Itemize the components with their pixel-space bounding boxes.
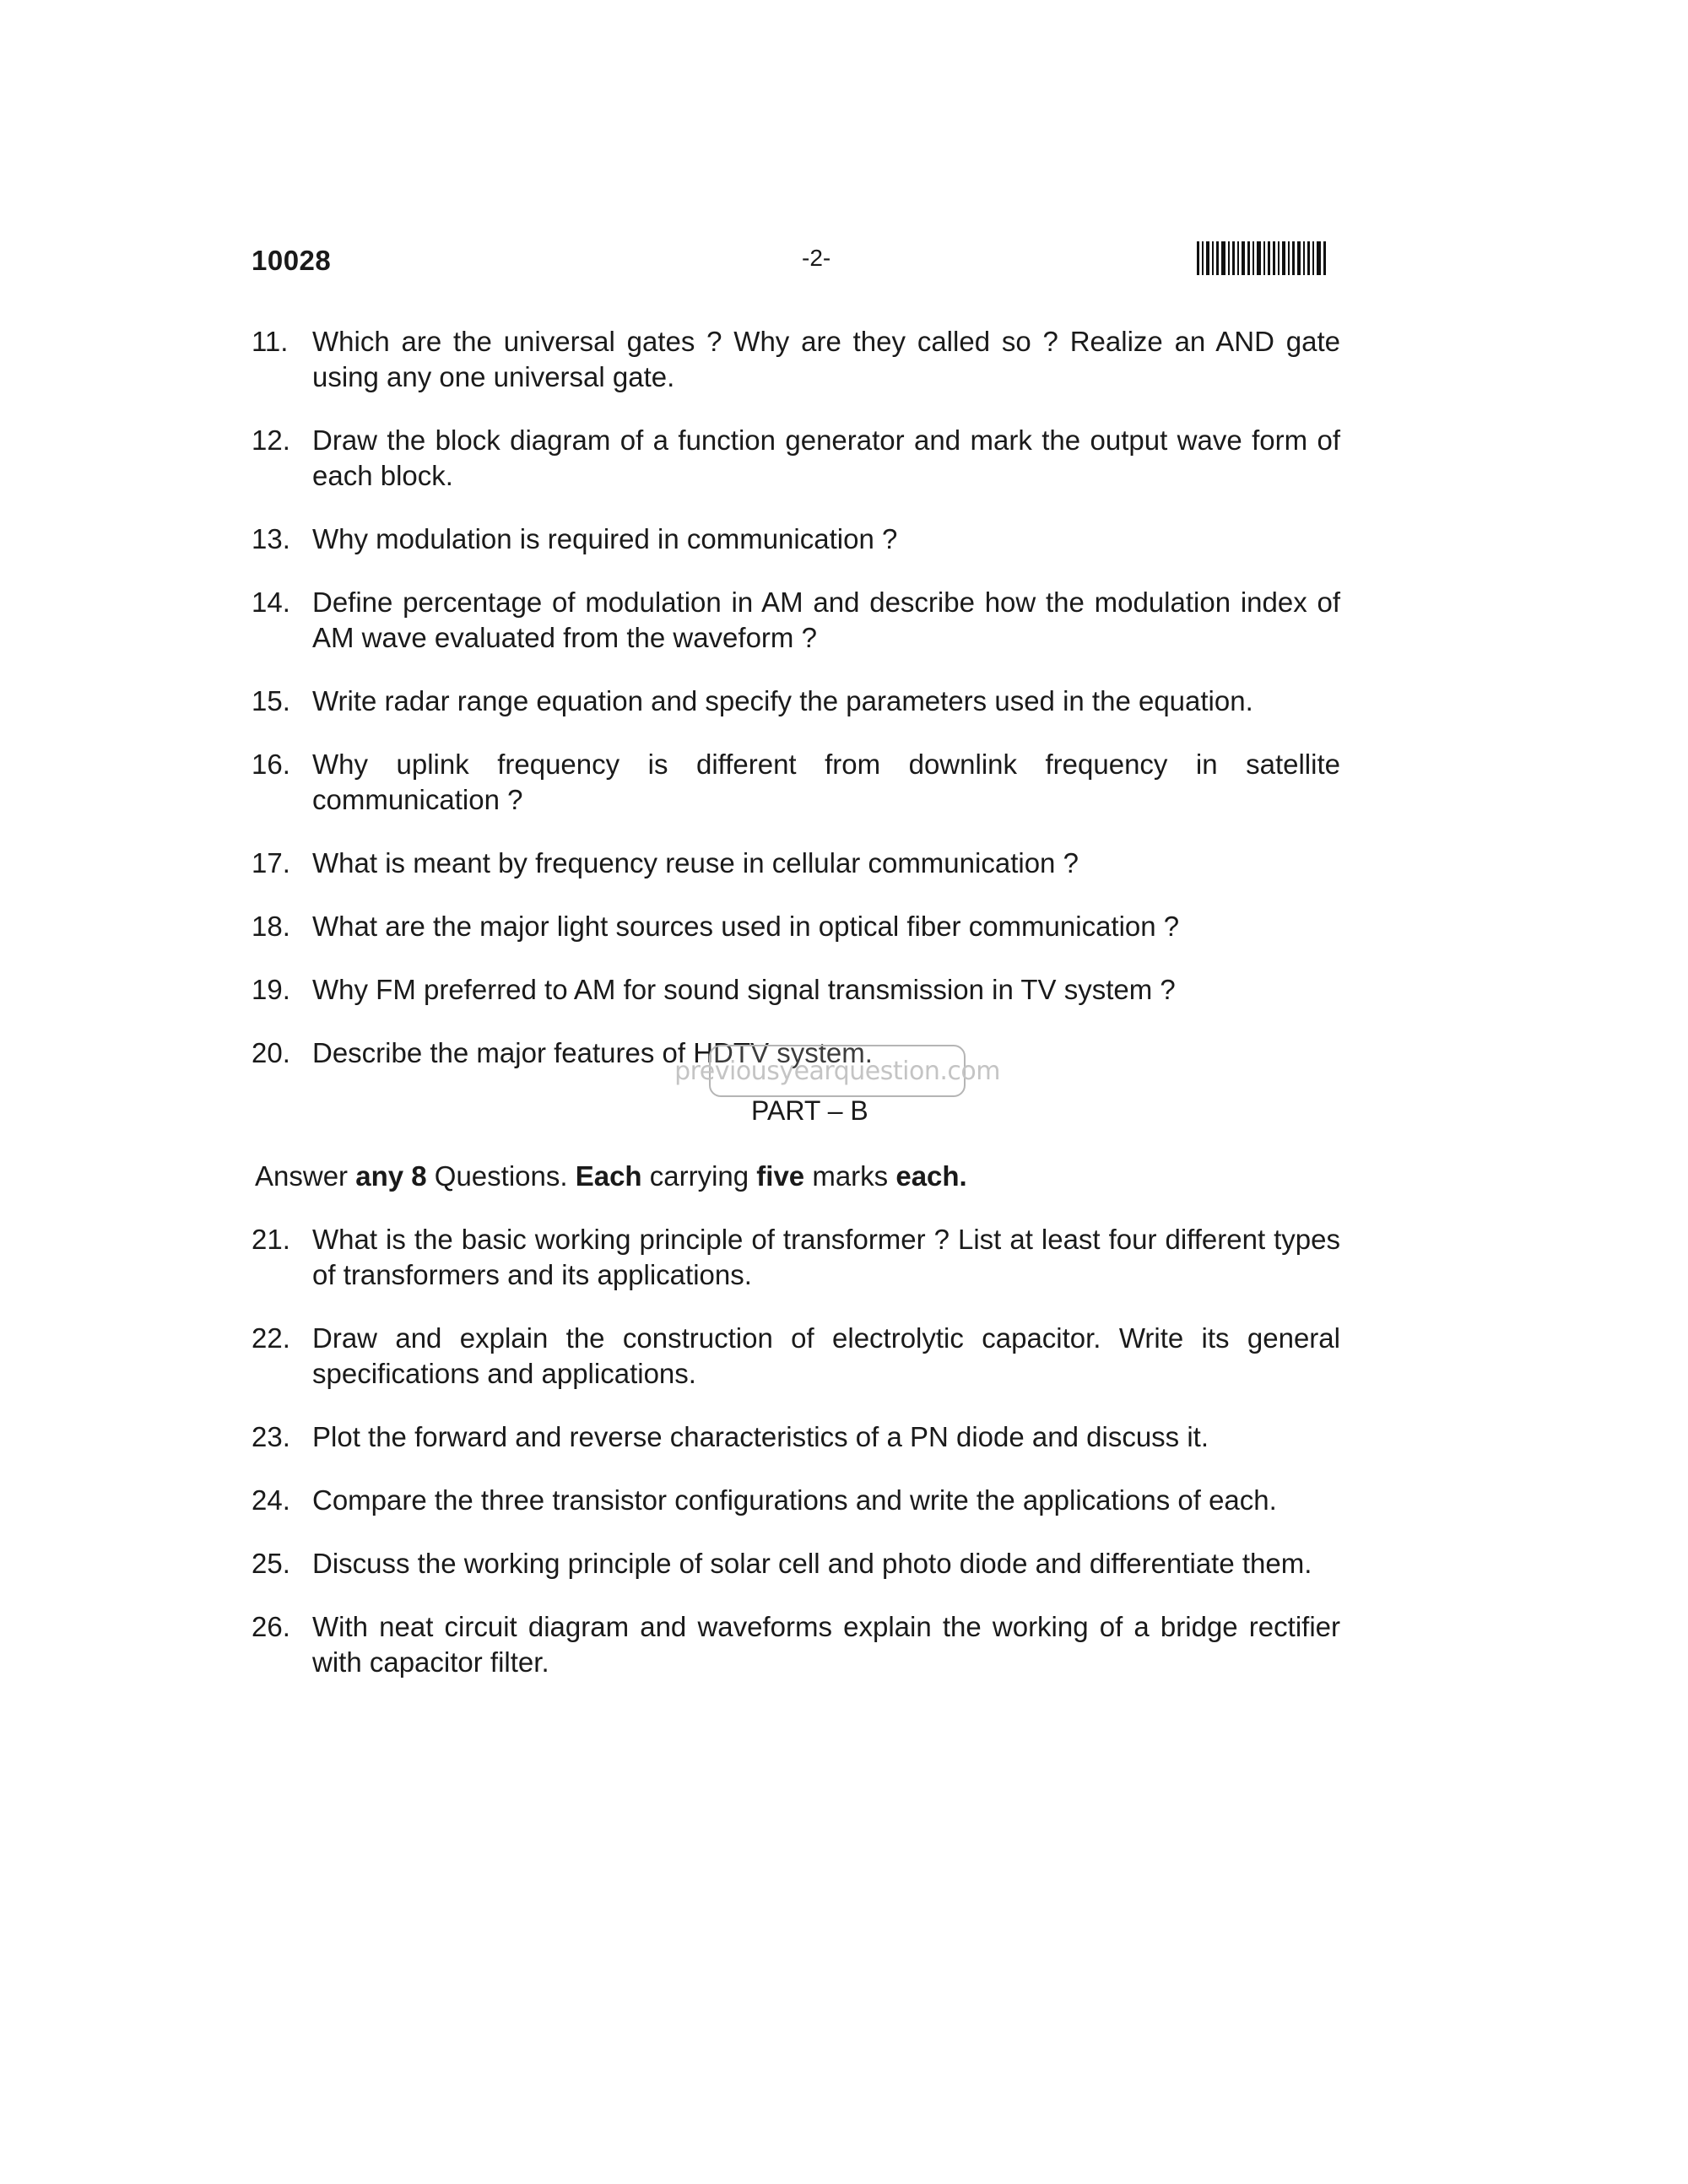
instruction-bold: each. — [895, 1160, 967, 1192]
part-b-instruction — [255, 1160, 967, 1192]
part-b-question-list — [252, 1222, 1340, 1708]
question-item — [252, 1546, 1340, 1581]
instruction-text: marks — [804, 1160, 896, 1192]
question-text: Write radar range equation and specify the parameters used in the equation. — [312, 685, 1253, 716]
question-item — [252, 1609, 1340, 1680]
question-text: Which are the universal gates ? Why are they called so ? Realize an AND gate using any one universal gate. — [312, 326, 1340, 392]
question-item — [252, 909, 1340, 944]
question-text: Discuss the working principle of solar cell and photo diode and differentiate them. — [312, 1548, 1312, 1579]
question-text: Why FM preferred to AM for sound signal transmission in TV system ? — [312, 974, 1176, 1005]
question-text: What is meant by frequency reuse in cellular communication ? — [312, 847, 1079, 878]
part-b-heading: PART – B — [751, 1095, 868, 1126]
paper-code: 10028 — [252, 245, 332, 276]
question-number: 23. — [252, 1421, 290, 1452]
instruction-bold: Each — [575, 1160, 642, 1192]
question-item — [252, 522, 1340, 557]
instruction-text: Answer — [255, 1160, 356, 1192]
question-text: Draw the block diagram of a function generator and mark the output wave form of each block. — [312, 424, 1340, 491]
question-number: 14. — [252, 587, 290, 618]
question-text: Describe the major features of HDTV system. — [312, 1037, 873, 1068]
question-text: Plot the forward and reverse characteristics of a PN diode and discuss it. — [312, 1421, 1209, 1452]
question-number: 18. — [252, 911, 290, 942]
question-item — [252, 585, 1340, 656]
barcode-icon — [1197, 241, 1382, 275]
question-number: 22. — [252, 1322, 290, 1354]
question-item — [252, 1321, 1340, 1392]
instruction-text: carrying — [641, 1160, 757, 1192]
question-item — [252, 324, 1340, 395]
question-text: What is the basic working principle of transformer ? List at least four different types of transformers and its applications. — [312, 1224, 1340, 1290]
question-item — [252, 846, 1340, 881]
watermark: previousyearquestion.com — [709, 1045, 966, 1097]
question-item — [252, 1222, 1340, 1293]
instruction-text: Questions. — [426, 1160, 576, 1192]
question-text: Define percentage of modulation in AM and describe how the modulation index of AM wave evaluated from the waveform ? — [312, 587, 1340, 653]
question-text: What are the major light sources used in optical fiber communication ? — [312, 911, 1180, 942]
instruction-bold: five — [756, 1160, 805, 1192]
instruction-bold: any 8 — [355, 1160, 427, 1192]
question-item — [252, 747, 1340, 818]
question-text: Draw and explain the construction of electrolytic capacitor. Write its general specifications and applications. — [312, 1322, 1340, 1389]
question-number: 17. — [252, 847, 290, 878]
question-item — [252, 423, 1340, 494]
page-number: -2- — [802, 245, 831, 271]
question-text: Why uplink frequency is different from downlink frequency in satellite communication ? — [312, 749, 1340, 815]
question-number: 19. — [252, 974, 290, 1005]
question-number: 21. — [252, 1224, 290, 1255]
question-item — [252, 684, 1340, 719]
question-text: Compare the three transistor configurations and write the applications of each. — [312, 1484, 1277, 1516]
question-number: 16. — [252, 749, 290, 780]
question-number: 25. — [252, 1548, 290, 1579]
question-number: 13. — [252, 523, 290, 554]
question-number: 20. — [252, 1037, 290, 1068]
question-text: Why modulation is required in communication ? — [312, 523, 898, 554]
question-number: 26. — [252, 1611, 290, 1642]
question-number: 11. — [252, 326, 289, 357]
question-item — [252, 1419, 1340, 1455]
question-number: 15. — [252, 685, 290, 716]
question-number: 12. — [252, 424, 290, 456]
question-text: With neat circuit diagram and waveforms explain the working of a bridge rectifier with capacitor filter. — [312, 1611, 1340, 1678]
page-header — [252, 245, 1382, 287]
question-item — [252, 972, 1340, 1008]
question-item — [252, 1483, 1340, 1518]
part-a-question-list — [252, 324, 1340, 1099]
question-number: 24. — [252, 1484, 290, 1516]
